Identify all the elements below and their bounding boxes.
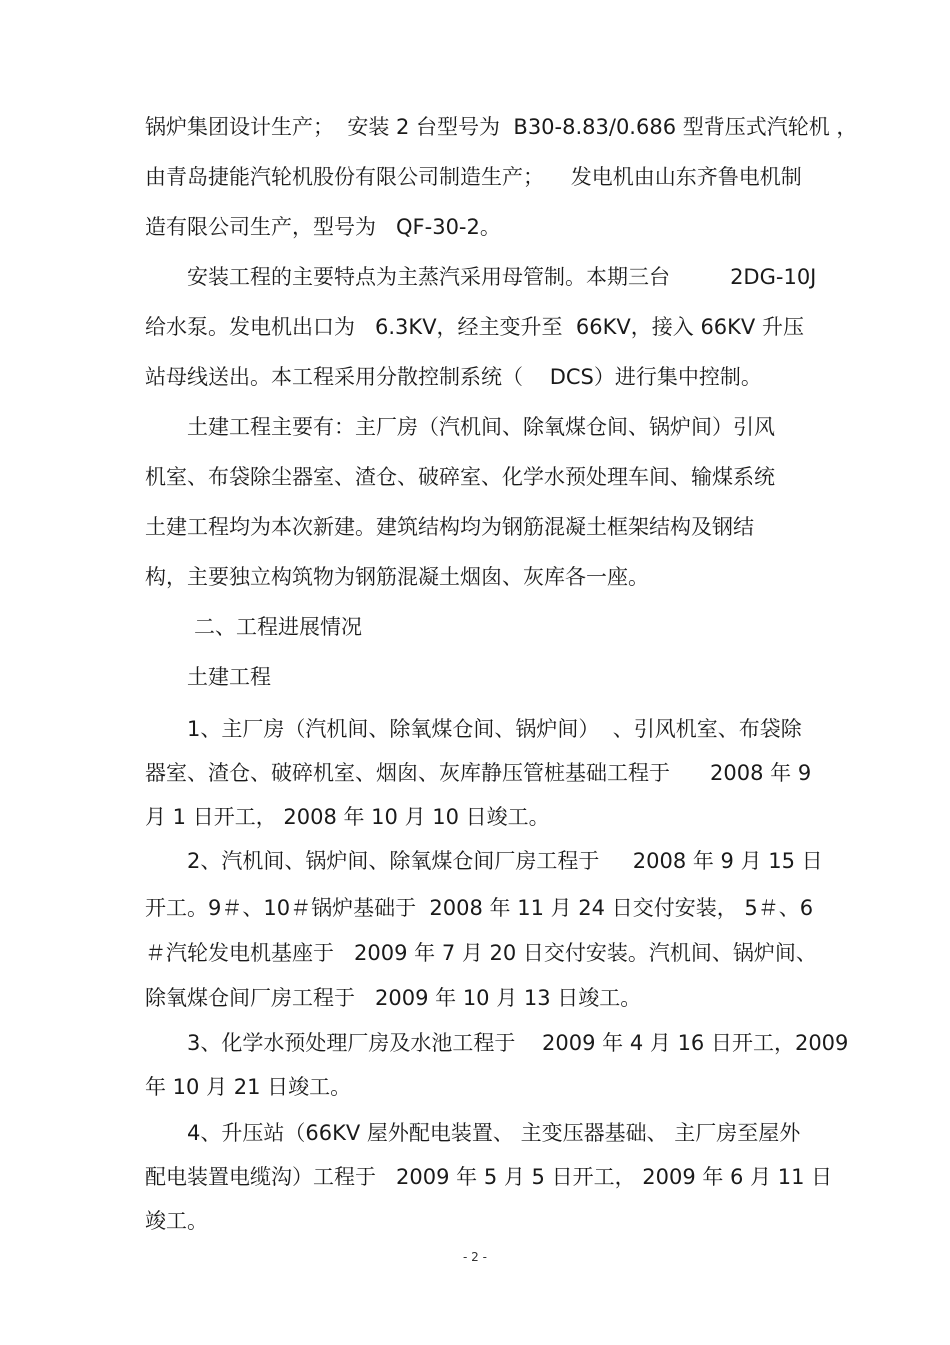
text-line-17: 开工。9＃、10＃锅炉基础于 2008 年 11 月 24 日交付安装， 5＃、6 <box>145 896 814 920</box>
text-line-19: 除氧煤仓间厂房工程于 2009 年 10 月 13 日竣工。 <box>145 986 642 1010</box>
text-line-21: 年 10 月 21 日竣工。 <box>145 1075 352 1099</box>
text-line-7: 土建工程主要有：主厂房（汽机间、除氧煤仓间、锅炉间）引风 <box>187 415 775 439</box>
text-line-15: 月 1 日开工， 2008 年 10 月 10 日竣工。 <box>145 805 550 829</box>
text-line-5: 给水泵。发电机出口为 6.3KV，经主变升至 66KV，接入 66KV 升压 <box>145 315 804 339</box>
text-line-9: 土建工程均为本次新建。建筑结构均为钢筋混凝土框架结构及钢结 <box>145 515 754 539</box>
text-line-8: 机室、布袋除尘器室、渣仓、破碎室、化学水预处理车间、输煤系统 <box>145 465 775 489</box>
text-line-23: 配电装置电缆沟）工程于 2009 年 5 月 5 日开工， 2009 年 6 月 11 日 <box>145 1165 833 1189</box>
text-line-2: 由青岛捷能汽轮机股份有限公司制造生产； 发电机由山东齐鲁电机制 <box>145 165 802 189</box>
text-line-16: 2、汽机间、锅炉间、除氧煤仓间厂房工程于 2008 年 9 月 15 日 <box>187 849 823 873</box>
text-line-18: ＃汽轮发电机基座于 2009 年 7 月 20 日交付安装。汽机间、锅炉间、 <box>145 941 817 965</box>
text-line-13: 1、主厂房（汽机间、除氧煤仓间、锅炉间） 、引风机室、布袋除 <box>187 717 802 741</box>
text-line-22: 4、升压站（66KV 屋外配电装置、 主变压器基础、 主厂房至屋外 <box>187 1121 801 1145</box>
page-number: - 2 - <box>463 1250 487 1264</box>
text-line-6: 站母线送出。本工程采用分散控制系统（ DCS）进行集中控制。 <box>145 365 762 389</box>
text-line-3: 造有限公司生产，型号为 QF-30-2。 <box>145 215 501 239</box>
text-line-10: 构，主要独立构筑物为钢筋混凝土烟囱、灰库各一座。 <box>145 565 649 589</box>
section-heading: 二、工程进展情况 <box>194 615 362 639</box>
subsection-heading: 土建工程 <box>187 665 271 689</box>
text-line-1: 锅炉集团设计生产； 安装 2 台型号为 B30-8.83/0.686 型背压式汽轮机 ， <box>145 115 858 139</box>
text-line-14: 器室、渣仓、破碎机室、烟囱、灰库静压管桩基础工程于 2008 年 9 <box>145 761 812 785</box>
text-line-24: 竣工。 <box>145 1209 208 1233</box>
text-line-4: 安装工程的主要特点为主蒸汽采用母管制。本期三台 2DG-10J <box>187 265 817 289</box>
text-line-20: 3、化学水预处理厂房及水池工程于 2009 年 4 月 16 日开工，2009 <box>187 1031 849 1055</box>
